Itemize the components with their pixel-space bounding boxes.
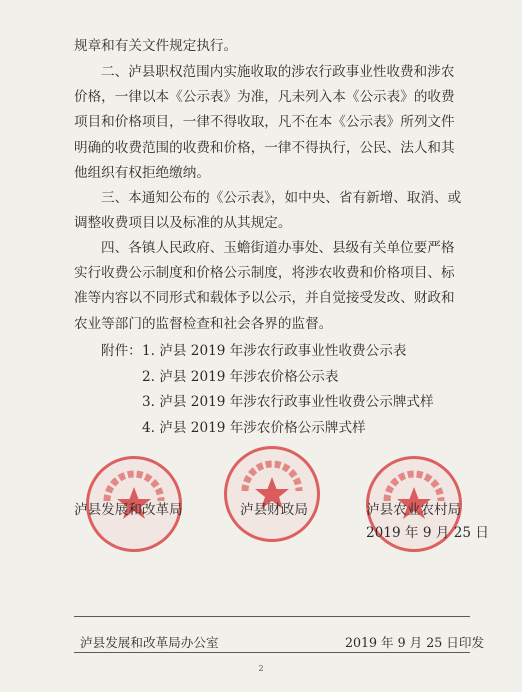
attachment-item: 4. 泸县 2019 年涉农价格公示牌式样: [142, 420, 366, 436]
text-line: 农业等部门的监督检查和社会各界的监督。: [74, 315, 333, 332]
signature-finance: 泸县财政局: [240, 502, 308, 518]
signature-dev-reform: 泸县发展和改革局: [74, 502, 183, 518]
text-line: 项目和价格项目，一律不得收取，凡不在本《公示表》所列文件: [74, 114, 455, 131]
text-line: 三、本通知公布的《公示表》，如中央、省有新增、取消、或: [101, 190, 462, 206]
paragraph-three: [74, 186, 474, 236]
attachment-item: 3. 泸县 2019 年涉农行政事业性收费公示牌式样: [142, 394, 434, 410]
footer-print-date: 2019 年 9 月 25 日印发: [345, 635, 485, 650]
attachment-item: 2. 泸县 2019 年涉农价格公示表: [142, 369, 339, 385]
text-line: 二、泸县职权范围内实施收取的涉农行政事业性收费和涉农: [101, 64, 455, 80]
paragraph-two: [74, 60, 474, 186]
text-line: 实行收费公示制度和价格公示制度，将涉农收费和价格项目、标: [74, 265, 455, 282]
paragraph-four: [74, 236, 474, 337]
signature-agriculture: 泸县农业农村局: [366, 502, 462, 518]
paragraph-continuation: [74, 34, 474, 59]
seal-finance: [224, 446, 320, 542]
attachments-label: 附件：: [101, 343, 142, 359]
text-line: 四、各镇人民政府、玉蟾街道办事处、县级有关单位要严格: [101, 240, 455, 256]
text-line: 调整收费项目以及标准的从其规定。: [74, 215, 292, 232]
footer-top-rule: [74, 616, 470, 617]
signature-date: 2019 年 9 月 25 日: [366, 525, 489, 541]
page-number: 2: [258, 664, 264, 673]
text-line: 明确的收费范围的收费和价格，一律不得执行，公民、法人和其: [74, 139, 455, 156]
seal-star-icon: [227, 449, 317, 539]
text-line: 他组织有权拒绝缴纳。: [74, 164, 210, 181]
footer-issuer: 泸县发展和改革局办公室: [80, 635, 219, 650]
text-line: 价格，一律以本《公示表》为准，凡未列入本《公示表》的收费: [74, 89, 455, 106]
attachment-item: 1. 泸县 2019 年涉农行政事业性收费公示表: [142, 343, 407, 359]
footer-bottom-rule: [74, 652, 470, 653]
text-line: 规章和有关文件规定执行。: [74, 38, 238, 54]
text-line: 准等内容以不同形式和载体予以公示，并自觉接受发改、财政和: [74, 290, 455, 307]
